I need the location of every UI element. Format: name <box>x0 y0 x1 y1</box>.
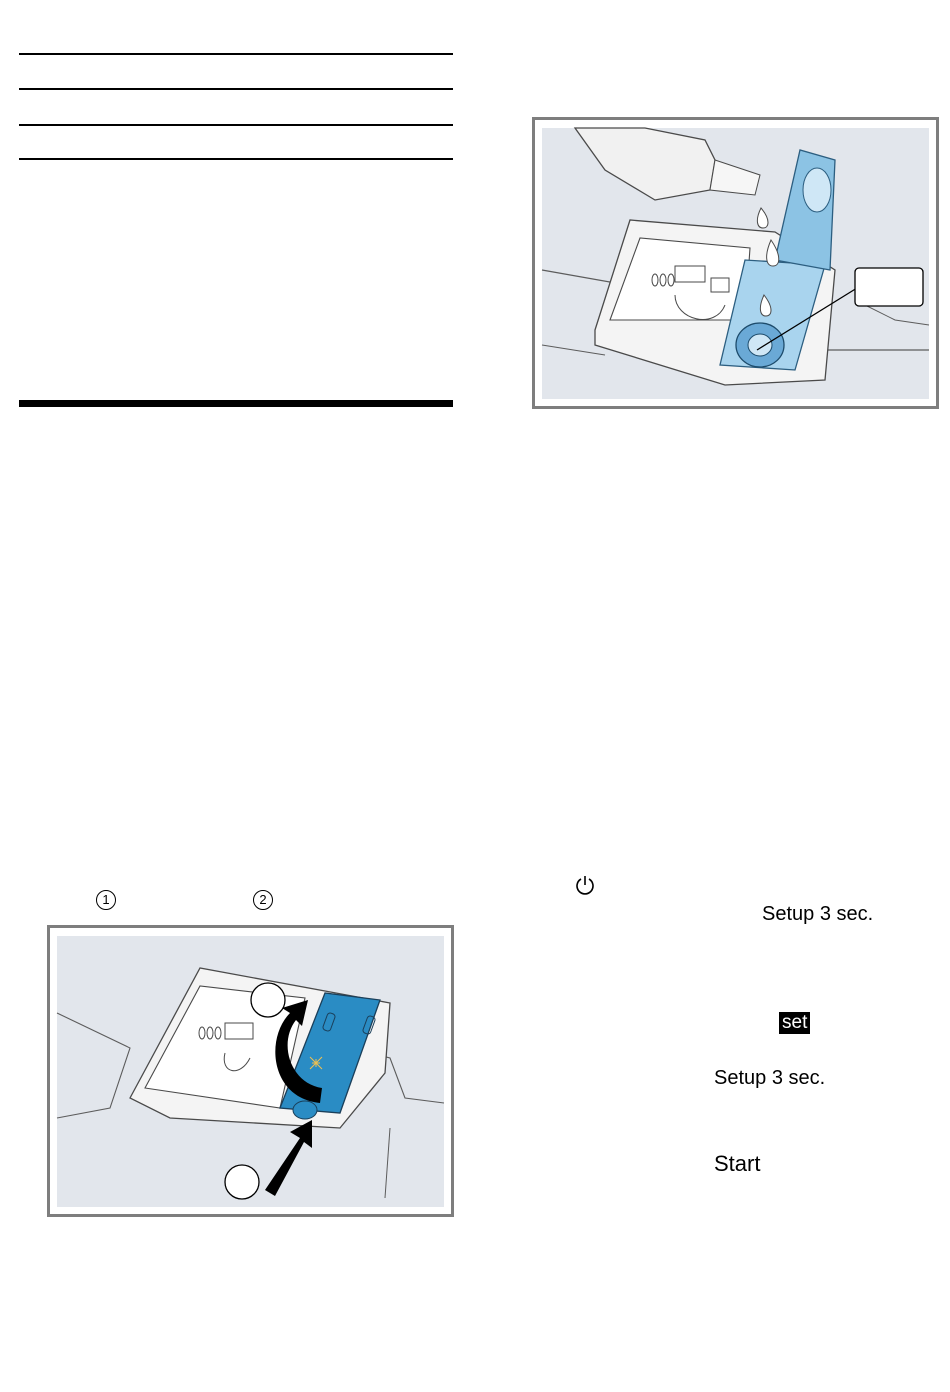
set-badge: set <box>779 1012 810 1034</box>
display-text-setup-1: Setup 3 sec. <box>762 903 874 925</box>
table-rule-4 <box>19 158 453 160</box>
display-text-start: Start <box>714 1151 761 1176</box>
power-icon <box>574 874 596 896</box>
section-rule-thick <box>19 400 453 407</box>
table-rule-3 <box>19 124 453 126</box>
open-flap-illustration <box>50 928 451 1214</box>
callout-number-1: 1 <box>96 890 116 910</box>
display-text-setup-2: Setup 3 sec. <box>714 1067 826 1089</box>
table-rule-2 <box>19 88 453 90</box>
figure-open-flap <box>47 925 454 1217</box>
rinse-aid-illustration <box>535 120 936 406</box>
table-rule-1 <box>19 53 453 55</box>
callout-number-2: 2 <box>253 890 273 910</box>
figure-rinse-aid-refill <box>532 117 939 409</box>
